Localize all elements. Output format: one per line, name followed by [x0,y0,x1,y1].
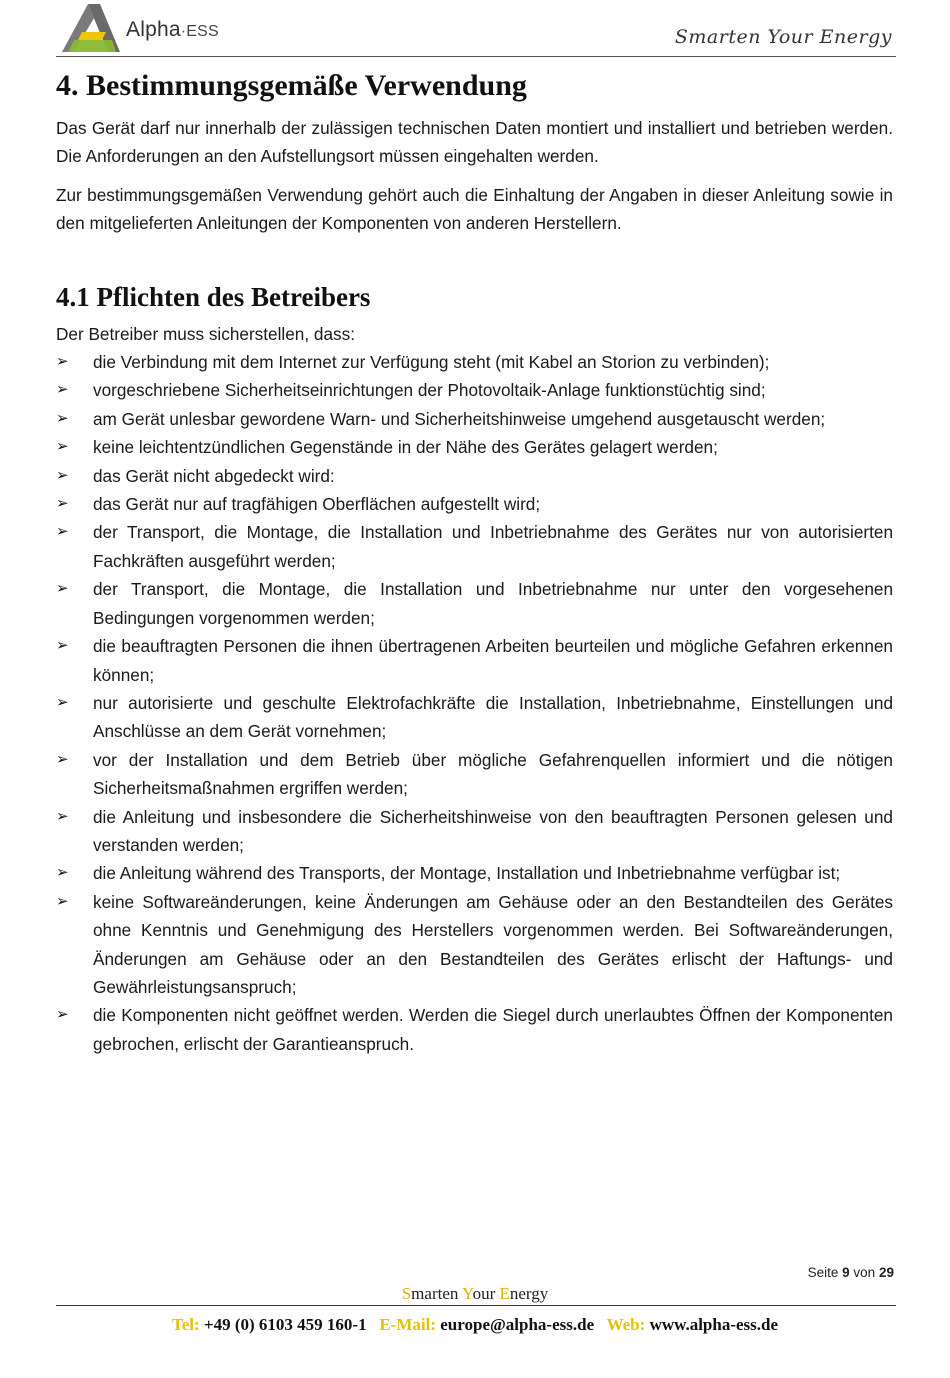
page-prefix: Seite [807,1265,839,1280]
list-item-text: die Anleitung und insbesondere die Sicherheitshinweise von den beauftragten Personen gelesen und verstanden werden; [93,806,893,855]
tagline-word: our [472,1284,500,1303]
list-item-text: nur autorisierte und geschulte Elektrofachkräfte die Installation, Inbetriebnahme, Einstellungen und Anschlüsse an dem Gerät vornehmen; [93,692,893,742]
list-item [56,1001,893,1058]
logo-wordmark-main: Alpha [126,18,181,41]
arrow-bullet-icon: ➢ [56,495,69,513]
list-item [56,575,893,632]
web-link[interactable]: www.alpha-ess.de [649,1315,779,1334]
list-item [56,405,893,433]
list-item-text: die beauftragten Personen die ihnen übertragenen Arbeiten beurteilen und mögliche Gefahren erkennen können; [93,636,893,685]
list-item [56,859,893,887]
subsection-intro: Der Betreiber muss sicherstellen, dass: [56,323,355,344]
arrow-bullet-icon: ➢ [56,580,69,598]
list-item-text: keine Softwareänderungen, keine Änderungen am Gehäuse oder an den Bestandteilen des Gerätes ohne Kenntnis und Genehmigung des Herstellers vorgenommen werden. Bei Softwareänderungen, Änderungen am Gehäuse oder an den Bestandteilen des Gerätes erlischt der Haftungs- und Gewährleistungsanspruch; [93,891,893,997]
tel-label: Tel: [171,1315,200,1334]
list-item [56,689,893,746]
list-item [56,746,893,803]
list-item-text: die Komponenten nicht geöffnet werden. Werden die Siegel durch unerlaubtes Öffnen der Komponenten gebrochen, erlischt der Garantieanspruch. [93,1005,893,1054]
section-paragraph: Zur bestimmungsgemäßen Verwendung gehört auch die Einhaltung der Angaben in dieser Anleitung sowie in den mitgelieferten Anleitungen der Komponenten von anderen Herstellern. [56,184,893,234]
list-item-text: der Transport, die Montage, die Installation und Inbetriebnahme nur unter den vorgesehenen Bedingungen vorgenommen werden; [93,579,893,628]
arrow-bullet-icon: ➢ [56,353,69,371]
list-item [56,433,893,461]
tel-value: +49 (0) 6103 459 160-1 [203,1315,367,1334]
alpha-ess-logo [60,2,230,54]
section-title: 4. Bestimmungsgemäße Verwendung [56,69,527,102]
section-paragraphs [56,114,893,238]
arrow-bullet-icon: ➢ [56,1006,69,1024]
logo-wordmark-suffix: ESS [186,23,219,40]
list-item-text: die Anleitung während des Transports, der Montage, Installation und Inbetriebnahme verfügbar ist; [93,863,841,884]
list-item-text: vor der Installation und dem Betrieb über mögliche Gefahrenquellen informiert und die nötigen Sicherheitsmaßnahmen ergriffen werden; [93,749,893,799]
footer-contact [0,1315,950,1335]
list-item [56,490,893,518]
arrow-bullet-icon: ➢ [56,438,69,456]
list-item-text: der Transport, die Montage, die Installation und Inbetriebnahme des Gerätes nur von autorisierten Fachkräften ausgeführt werden; [93,522,893,571]
footer-tagline [0,1284,950,1304]
arrow-bullet-icon: ➢ [56,466,69,484]
list-item-text: das Gerät nur auf tragfähigen Oberflächen aufgestellt wird; [93,494,541,515]
arrow-bullet-icon: ➢ [56,381,69,399]
list-item [56,462,893,490]
list-item [56,518,893,575]
logo-wordmark: Alpha·ESS [126,18,219,41]
list-item-text: das Gerät nicht abgedeckt wird: [93,465,335,486]
email-label: E-Mail: [379,1315,436,1334]
list-item-text: die Verbindung mit dem Internet zur Verfügung steht (mit Kabel an Storion zu verbinden); [93,352,770,373]
header-tagline: Smarten Your Energy [674,26,892,48]
tagline-initial: S [401,1284,412,1303]
footer-divider [56,1305,896,1306]
page-content [56,64,893,1058]
arrow-bullet-icon: ➢ [56,523,69,541]
list-item-text: vorgeschriebene Sicherheitseinrichtungen der Photovoltaik-Anlage funktionstüchtig sind; [93,380,766,401]
arrow-bullet-icon: ➢ [56,637,69,655]
list-item [56,376,893,404]
page-total: 29 [878,1265,894,1280]
list-item-text: am Gerät unlesbar gewordene Warn- und Sicherheitshinweise umgehend ausgetauscht werden; [93,408,826,429]
tagline-word: nergy [509,1284,549,1303]
list-item [56,803,893,860]
web-label: Web: [606,1315,646,1334]
list-item [56,888,893,1002]
tagline-initial: E [499,1284,510,1303]
arrow-bullet-icon: ➢ [56,864,69,882]
tagline-word: marten [411,1284,462,1303]
page-of: von [853,1265,876,1280]
arrow-bullet-icon: ➢ [56,807,69,825]
obligations-list [56,348,893,1058]
email-link[interactable]: europe@alpha-ess.de [440,1315,595,1334]
subsection-title: 4.1 Pflichten des Betreibers [56,281,371,312]
arrow-bullet-icon: ➢ [56,892,69,910]
arrow-bullet-icon: ➢ [56,693,69,711]
page-number [808,1265,894,1280]
page-header [56,0,896,57]
list-item-text: keine leichtentzündlichen Gegenstände in der Nähe des Gerätes gelagert werden; [93,437,718,458]
logo-mark-icon [60,2,124,54]
tagline-initial: Y [462,1284,473,1303]
list-item [56,348,893,376]
section-paragraph: Das Gerät darf nur innerhalb der zulässigen technischen Daten montiert und installiert und betrieben werden. Die Anforderungen an den Aufstellungsort müssen eingehalten werden. [56,118,893,167]
page-current: 9 [842,1265,850,1280]
list-item [56,632,893,689]
arrow-bullet-icon: ➢ [56,409,69,427]
arrow-bullet-icon: ➢ [56,750,69,768]
